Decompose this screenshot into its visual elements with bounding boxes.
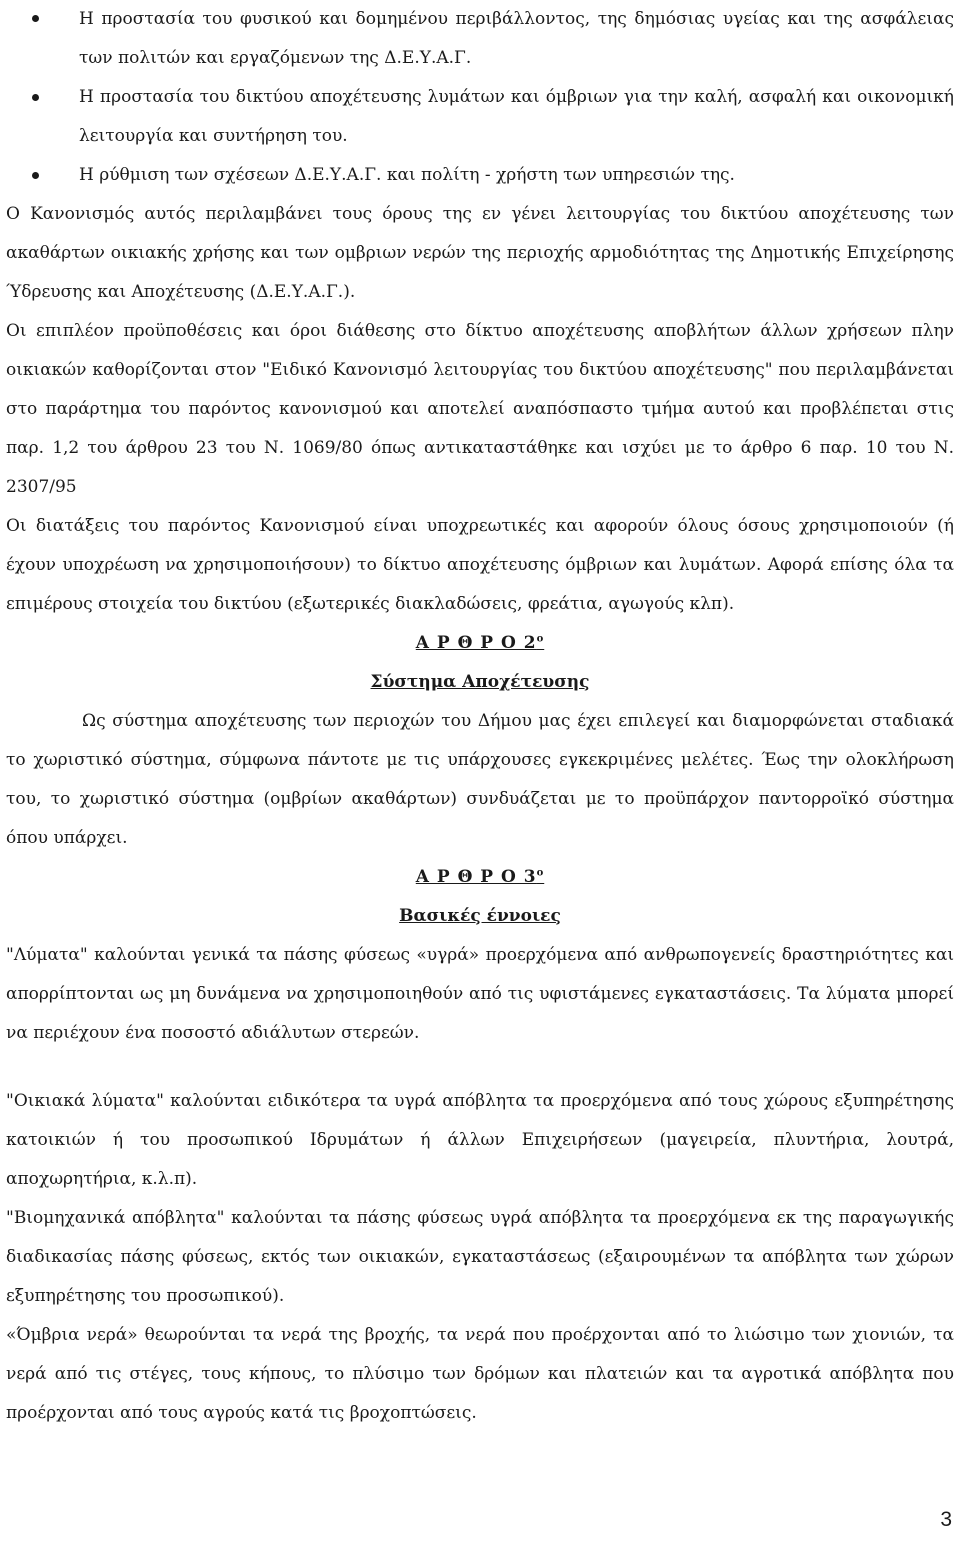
article-3-ordinal: ο [536,867,545,879]
intro-paragraph-obligations: Οι διατάξεις του παρόντος Κανονισμού είναι υποχρεωτικές και αφορούν όλους όσους χρησιμοποιούν (ή έχουν υποχρέωση να χρησιμοποιήσουν) το δίκτυο αποχέτευσης όμβριων και λυμάτων. Αφορά επίσης όλα τα επιμέρους στοιχεία του δικτύου (εξωτερικές διακλαδώσεις, φρεάτια, αγωγούς κλπ). [6,516,954,614]
definition-storm-water: «Όμβρια νερά» θεωρούνται τα νερά της βροχής, τα νερά που προέρχονται από το λιώσιμο των χιονιών, τα νερά από τις στέγες, τους κήπους, το πλύσιμο των δρόμων και πλατειών και τα αγροτικά απόβλητα που προέρχονται από τους αγρούς κατά τις βροχοπτώσεις. [6,1325,954,1423]
bullet-icon [32,172,39,179]
article-3-title: Βασικές έννοιες [399,906,561,926]
list-item [6,156,954,195]
list-item [6,78,954,156]
list-item-text: Η προστασία του δικτύου αποχέτευσης λυμάτων και όμβριων για την καλή, ασφαλή και οικονομική λειτουργία και συντήρηση του. [79,87,954,146]
article-3-heading [6,858,954,897]
list-item [6,0,954,78]
intro-paragraph-conditions: Οι επιπλέον προϋποθέσεις και όροι διάθεσης στο δίκτυο αποχέτευσης αποβλήτων άλλων χρήσεων πλην οικιακών καθορίζονται στον "Ειδικό Κανονισμό λειτουργίας του δικτύου αποχέτευσης" που περιλαμβάνεται στο παράρτημα του παρόντος κανονισμού και αποτελεί αναπόσπαστο τμήμα αυτού και προβλέπεται στις παρ. 1,2 του άρθρου 23 του Ν. 1069/80 όπως αντικαταστάθηκε και ισχύει με το άρθρο 6 παρ. 10 του Ν. 2307/95 [6,321,954,497]
intro-paragraph-scope: Ο Κανονισμός αυτός περιλαμβάνει τους όρους της εν γένει λειτουργίας του δικτύου αποχέτευσης των ακαθάρτων οικιακής χρήσης και των ομβριων νερών της περιοχής αρμοδιότητας της Δημοτικής Επιχείρησης Ύδρευσης και Αποχέτευσης (Δ.Ε.Υ.Α.Γ.). [6,204,954,302]
bullet-icon [32,94,39,101]
definition-domestic-wastewater: "Οικιακά λύματα" καλούνται ειδικότερα τα υγρά απόβλητα τα προερχόμενα από τους χώρους εξυπηρέτησης κατοικιών ή του προσωπικού Ιδρυμάτων ή άλλων Επιχειρήσεων (μαγειρεία, πλυντήρια, λουτρά, αποχωρητήρια, κ.λ.π). [6,1091,954,1189]
definition-industrial-waste: "Βιομηχανικά απόβλητα" καλούνται τα πάσης φύσεως υγρά απόβλητα τα προερχόμενα εκ της παραγωγικής διαδικασίας πάσης φύσεως, εκτός των οικιακών, εγκαταστάσεως (εξαιρουμένων τα απόβλητα των χώρων εξυπηρέτησης του προσωπικού). [6,1208,954,1306]
list-item-text: Η ρύθμιση των σχέσεων Δ.Ε.Υ.Α.Γ. και πολίτη - χρήστη των υπηρεσιών της. [79,165,735,185]
document-page [6,0,954,1433]
article-2-ordinal: ο [536,633,545,645]
article-2-heading [6,624,954,663]
article-2-paragraph: Ως σύστημα αποχέτευσης των περιοχών του Δήμου μας έχει επιλεγεί και διαμορφώνεται σταδιακά το χωριστικό σύστημα, σύμφωνα πάντοτε με τις υπάρχουσες εγκεκριμένες μελέτες. Έως την ολοκλήρωση του, το χωριστικό σύστημα (ομβρίων ακαθάρτων) συνδυάζεται με το προϋπάρχον παντορροϊκό σύστημα όπου υπάρχει. [6,711,954,848]
paragraph-spacer [6,1053,954,1082]
bullet-icon [32,15,39,22]
article-2-title: Σύστημα Αποχέτευσης [370,672,590,692]
definition-wastewater: "Λύματα" καλούνται γενικά τα πάσης φύσεως «υγρά» προερχόμενα από ανθρωπογενείς δραστηριότητες και απορρίπτονται ως μη δυνάμενα να χρησιμοποιηθούν από τις υφιστάμενες εγκαταστάσεις. Τα λύματα μπορεί να περιέχουν ένα ποσοστό αδιάλυτων στερεών. [6,945,954,1043]
objectives-list [6,0,954,195]
article-3-heading-text: Α Ρ Θ Ρ Ο 3 [415,867,537,887]
article-2-heading-text: Α Ρ Θ Ρ Ο 2 [415,633,537,653]
page-number: 3 [940,1508,952,1531]
list-item-text: Η προστασία του φυσικού και δομημένου περιβάλλοντος, της δημόσιας υγείας και της ασφάλειας των πολιτών και εργαζόμενων της Δ.Ε.Υ.Α.Γ. [79,9,954,68]
